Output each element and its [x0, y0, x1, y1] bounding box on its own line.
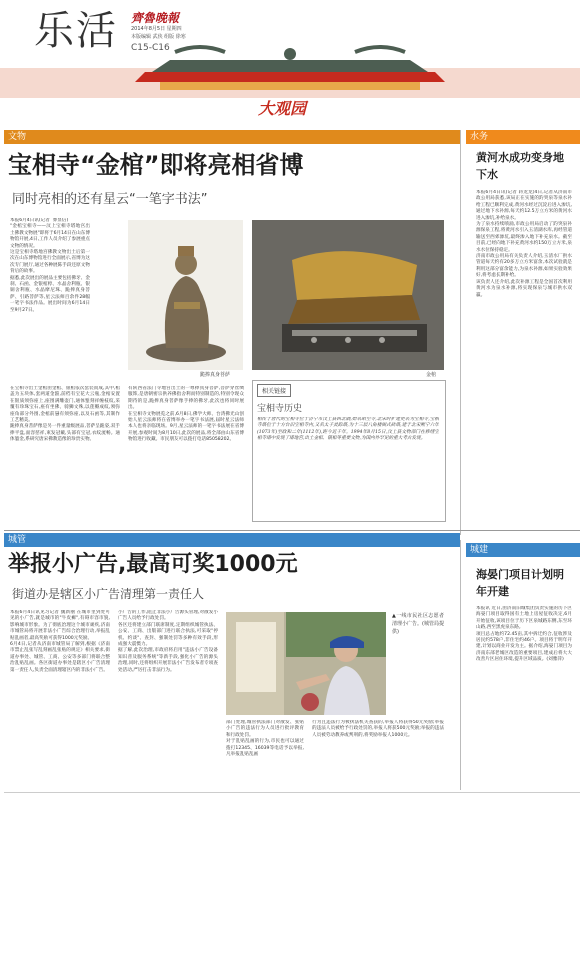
sidebar1-headline: 黄河水成功变身地下水: [476, 151, 564, 181]
related-tag: 相关链接: [257, 384, 291, 397]
masthead: [0, 0, 580, 130]
sidebar2-body: 本报讯 近日,由济南旧城集团负责实施的历下区海晏门项目取得国有土地上房屋征收决定,6月开始征收,该项目位于历下区泉城路东侧,东至环山路,西至黑虎泉东路。 项目总占地约72.45亩,其中拆迁约合,征收涉及居民约578户,非住宅约46户。项目将于明年开建,计划以商业开发为主。据介绍,海晏门项目为济南东部老城区改造的重要项目,建成后将大大改善片区居住环境,提升区域品质。(刘雅萍): [476, 606, 572, 663]
article2-col4: 行为且违法行为被执法机关查获的,举报人将获得50元奖励;举报的违法人员被给予行政处罚的,举报人将获500元奖励;举报的违法人员被劳动教养或判刑的,将奖励举报人1000元。: [312, 720, 444, 738]
volunteer-photo-caption: ▲一线市民社区志愿者清理小广告。(城管局提供): [392, 613, 444, 635]
section-tag-water: 水务: [466, 130, 580, 144]
section-tag-construction: 城建: [466, 543, 580, 557]
related-body: 相传于唐代的宝相寺位于济宁市汶上县西北隅,始名昭空寺,北宋时扩建更名为宝相寺,宝相寺塔位于十方台旧宝相寺内,又名太子灵踪塔,为十三层八角楼阁式砖塔,建于北宋熙宁六年(1073年)至政和二年(1112年),距今近千年。1994年8月15日,汶上县文物部门在修缮宝相寺塔中发现了塔地宫,出土金棺、银棺等重要文物,为国内外罕见的重大考古发现。: [257, 417, 439, 442]
related-link-box: [252, 380, 446, 522]
section-title: 乐活: [34, 8, 118, 54]
article1-subhead: 同时亮相的还有星云“一笔字书法”: [12, 192, 208, 207]
article2-col1: 本报6月4日讯见习记者 魏新丽 在城市里到处可见的小广告,就是城市的"牛皮癣",有碍市容市貌,影响城市形象。为了彻底治理这个城市顽疾,济南市城管局将开展非法小广告综合治理行动,举报乱贴乱画者,最高奖励可获得1000元奖励。 6月4日,记者从济南市城管局了解到,根据《济南市禁止乱张写乱刻画乱张贴的规定》相关要求,街道办事处、城管、工商、公安等多部门将联合整治乱贴乱画。各区街道办事处是辖区小广告清理第一责任人,负责全面清理辖区内的非法小广告。: [10, 610, 110, 673]
section-tag-culture: 文物: [4, 130, 460, 144]
paper-logo: 齊魯晚報: [131, 11, 180, 25]
sidebar1-body: 本报6月4日讯(记者 蒋龙龙)4日,记者从济南市政公用局获悉,该局正在实施的趵突泉等泉水补给工程已顺利完成,黄河水经过沉淀后进入渗坑,通过地下水补源,每天约12.5万立方米的黄河水进入渗坑,补给泉水。 为了泉水持续喷涌,市政公用局启动了趵突泉补源保泉工程,将黄河水引入玉清湖水库,再经管道输送至西郊渗坑,最终渗入地下补充泉水。截至目前,已经向地下补充黄河水约150万立方米,泉水水位保持稳定。 济南市政公用局有关负责人介绍,玉清水厂供水管道每天约有20多万立方米富余,本次试验就是利用这部分富余能力,为泉水补源,如果实验效果好,将考虑长期补给。 该负责人还介绍,此次补源工程是全国首次利用黄河水为泉水补源,将实现保泉与城市供水双赢。: [476, 190, 572, 298]
bodhisattva-photo: [128, 220, 243, 370]
page-range: C15-C16: [131, 43, 170, 53]
bodhisattva-caption: 跪捧真身菩萨: [200, 372, 231, 378]
editor-line: 本版编辑 武侠 组版 徐寒: [131, 34, 186, 40]
golden-coffin-photo: [252, 220, 444, 370]
sidebar2-headline: 海晏门项目计划明年开建: [476, 568, 564, 598]
article2-col3: 部门处理,城管执法部门对散发、张贴小广告的违法行为人员进行批评教育和行政处罚。 对于乱贴乱画的行为,市民也可以通过拨打12345、16039等电话予以举报,凡举报乱贴乱画: [226, 720, 304, 758]
roof-illustration: [0, 38, 580, 98]
article1-col1: 本报6月4日讯(记者 葬显信) "金棺宝相寺——汶上宝相寺塔地宫出土佛教文物展"即将于6月14日在山东博物馆开展,4日,工作人员介绍了参展重点文物的情况。 这是宝相寺塔地宫佛教文物出土后第一次在山东博物馆进行全面展示,省博为这次专门展厅,通过各种展陈手段还原文物背后的故事。 据悉,此次展出的展品主要包括佛牙、金刹、石函、金银棺椁、水晶舍利瓶、银铜舍利瓶、水晶摩尼珠、跪捧真身菩萨、引路菩萨等,星云法师百余件28幅一笔字书法作品。展出时间为6月14日至9月27日。: [10, 218, 90, 313]
section-tag-urban: 城管: [4, 533, 460, 547]
article2-headline: 举报小广告,最高可奖1000元: [8, 552, 298, 577]
article2-subhead: 街道办是辖区小广告清理第一责任人: [12, 587, 205, 601]
golden-coffin-caption: 金棺: [426, 372, 437, 378]
article1-col3-text: 有陕西省法门寺地宫出土的一尊捧真身菩萨,菩萨穿丝绸服饰,是唐朝密宗供养佛指舍利而特别制造的,特别令现众期待的是,跪捧真身菩萨像手捧的佛牙,此次也将同时展出。 在宝相寺文物展览之前,6月8日,佛学大师、台湾佛光山创始人星云法师将在省博举办一笔字书法展,届时星云法师本人也将亲临现场。9月,星云法师的一笔字书法展在省博开展,参观时间为8月10日,此次的展品,将全部由山东省博物馆进行收藏。市民朋友可以拨打电话85058202。: [128, 386, 244, 443]
article1-headline: 宝相寺“金棺”即将亮相省博: [8, 151, 304, 179]
volunteer-photo: [226, 612, 386, 715]
banner-title: 大观园: [258, 99, 307, 118]
related-title: 宝相寺历史: [257, 404, 303, 414]
article1-col2-text: 在宝相寺出土金棺由金棺、银棺依次套装而成,其中,棺盖为五块体,套两道金箍,前档有宝花大云瓶,金棺安置在银质须弥座上,座围满雕壶门,通体錾刻祥缠枝纹,采覆有珍珠宝石,座有坐佛、骑狮文殊,以莲瓣成纹,须弥座角部分外围,金棺前悬有须弥座,以及石函等,其制作工艺精美。 跪捧真身菩萨像是另一件重量级展品,菩萨呈跪姿,双手捧平盘,面容慈祥,束发冠戴,头部有宝冠,衣纹流畅。通体鎏金,系研究唐宋佛教造像的珍贵实物。: [10, 386, 120, 443]
date-line: 2014年8月5日 星期四: [131, 26, 182, 32]
article2-col2: 小广告的工作,阻止非法小广告源头管理,对散发小广告人员给予行政处罚。 各区还将建立部门联席制度,定期组织城管执法、公安、工商、出版部门进行联合执法,可采取"停机、约谈"、查封、强制处罚等多种有效手段,形成强大震慑力。 据了解,此次治理,市政府将启用"违法小广告设备知识普及服务系统"等新手段,强化小广告的源头治理,同时,还将组织开展非法小广告发布者专项查处活动,严厉打击非法行为。: [118, 610, 218, 673]
